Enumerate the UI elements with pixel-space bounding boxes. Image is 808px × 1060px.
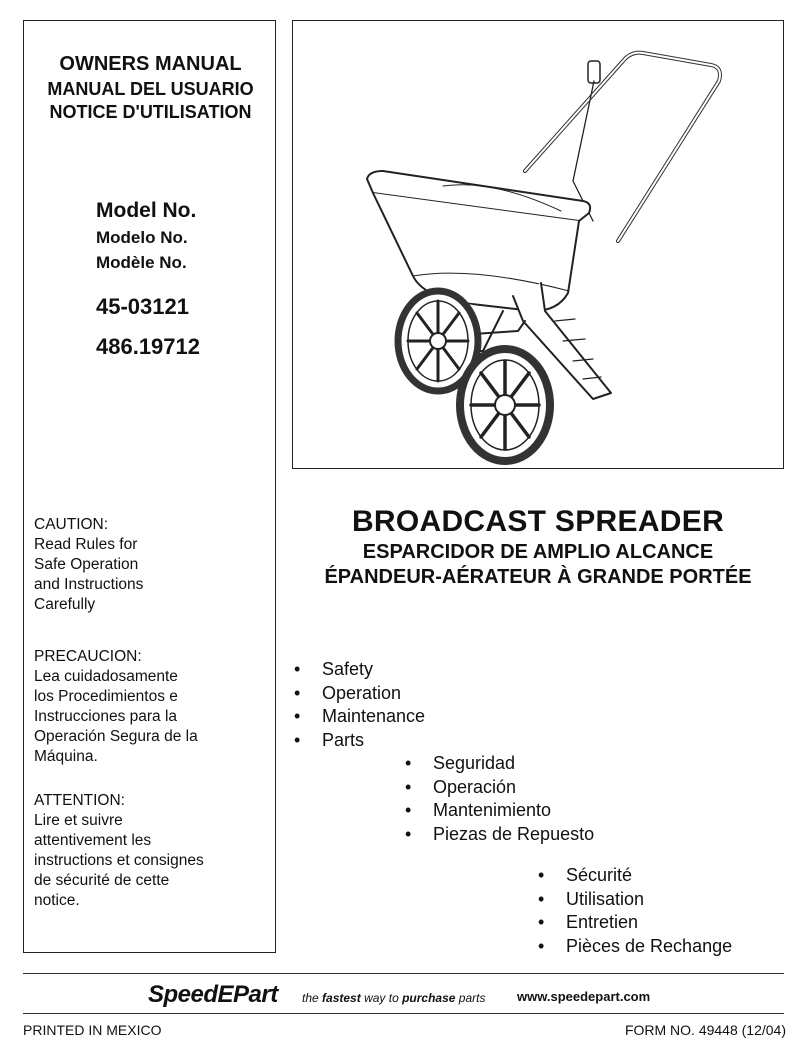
attention-line: notice. [34,892,80,909]
attention-line: de sécurité de cette [34,872,170,889]
contents-list-en [294,658,425,752]
product-title-es: ESPARCIDOR DE AMPLIO ALCANCE [362,541,714,563]
caution-line: Carefully [34,596,96,613]
model-number-2: 486.19712 [96,334,200,359]
list-item: • Seguridad [405,752,594,776]
attention-line: attentivement les [34,832,152,849]
list-item: • Operación [405,776,594,800]
product-illustration-frame [292,20,784,469]
list-item: • Maintenance [294,705,425,729]
list-item: • Pièces de Rechange [538,935,732,959]
title-manual-usuario: MANUAL DEL USUARIO [47,79,254,99]
list-item: • Parts [294,729,425,753]
model-number-1: 45-03121 [96,294,189,319]
product-title-en: BROADCAST SPREADER [351,505,725,538]
contents-list-es [405,752,594,846]
precaucion-line: Operación Segura de la [34,728,198,745]
caution-heading: CAUTION: [34,516,109,533]
precaucion-heading: PRECAUCION: [34,648,142,665]
model-label-es: Modelo No. [96,228,188,247]
caution-line: Safe Operation [34,556,139,573]
list-item: • Sécurité [538,864,732,888]
list-item: • Entretien [538,911,732,935]
tagline-fastest: fastest [322,991,361,1005]
caution-line: Read Rules for [34,536,138,553]
list-item: • Safety [294,658,425,682]
footer-rule-bottom [23,1013,784,1014]
tagline-purchase: purchase [402,991,456,1005]
spreader-illustration [293,21,782,467]
product-titles [292,505,784,589]
list-item: • Mantenimiento [405,799,594,823]
website-link[interactable]: www.speedepart.com [517,989,651,1004]
form-number: FORM NO. 49448 (12/04) [624,1022,786,1038]
list-item: • Operation [294,682,425,706]
model-label-fr: Modèle No. [96,253,187,272]
list-item: • Utilisation [538,888,732,912]
precaucion-line: Lea cuidadosamente [34,668,178,685]
manual-titles [24,53,277,123]
title-notice-utilisation: NOTICE D'UTILISATION [49,102,252,122]
tagline-text: parts [458,991,486,1005]
attention-line: instructions et consignes [34,852,204,869]
precaucion-line: los Procedimientos e [34,688,178,705]
footer-rule-top [23,973,784,974]
tagline-text: way to [364,991,399,1005]
list-item: • Piezas de Repuesto [405,823,594,847]
caution-line: and Instructions [34,576,144,593]
left-info-panel [23,20,276,953]
attention-notice [34,791,269,911]
product-title-fr: ÉPANDEUR-AÉRATEUR À GRANDE PORTÉE [324,566,752,588]
precaucion-line: Máquina. [34,748,98,765]
tagline-text: the [302,991,319,1005]
printed-in: PRINTED IN MEXICO [23,1022,162,1038]
attention-line: Lire et suivre [34,812,123,829]
contents-list-fr [538,864,732,958]
caution-notice [34,515,269,615]
attention-heading: ATTENTION: [34,792,125,809]
speedepart-logo: SpeedEPart [148,981,278,1008]
model-block [24,199,277,360]
model-label-en: Model No. [96,199,197,222]
precaucion-notice [34,647,269,767]
precaucion-line: Instrucciones para la [34,708,178,725]
tagline [302,991,485,1005]
title-owners-manual: OWNERS MANUAL [59,53,242,75]
